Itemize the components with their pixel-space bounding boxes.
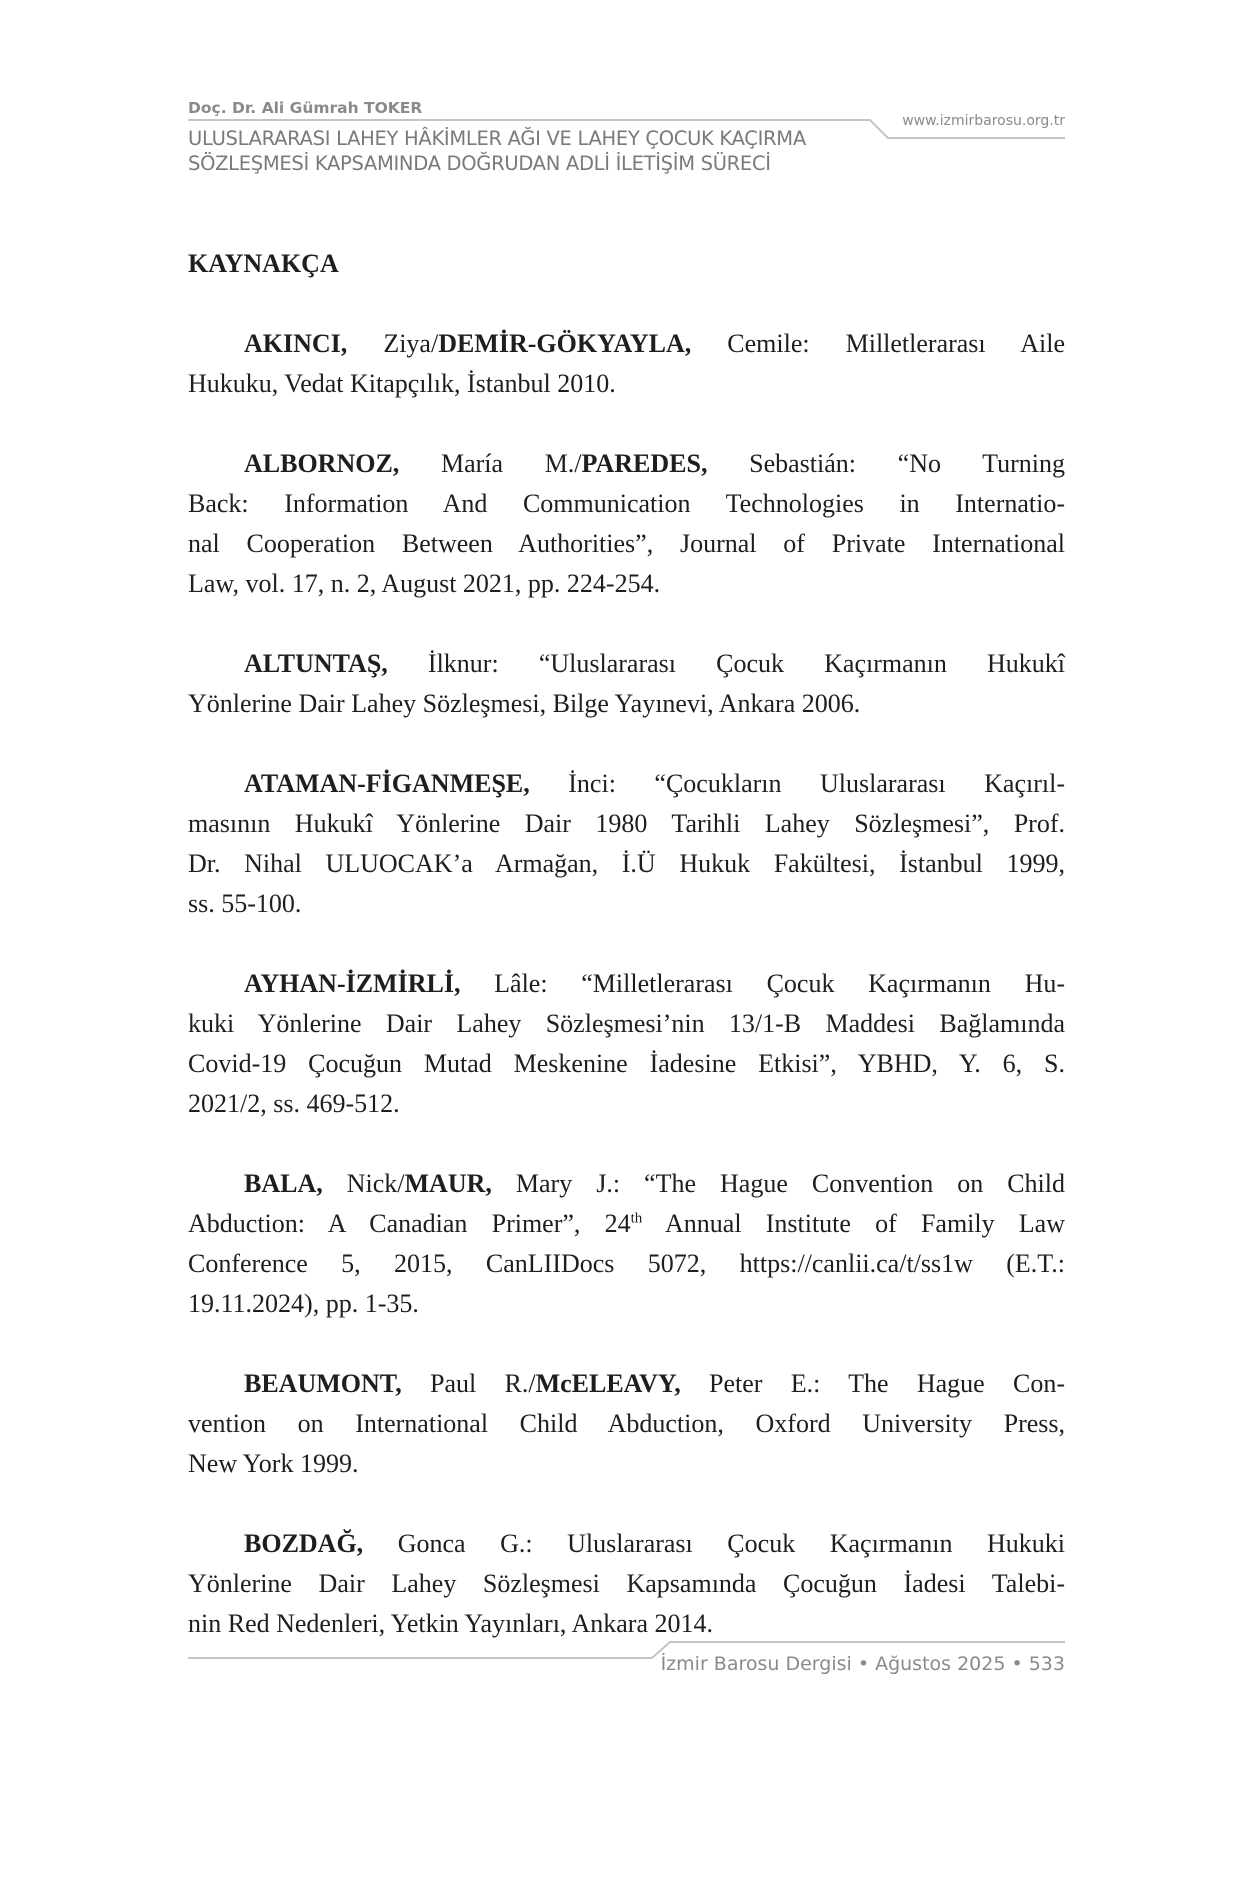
reference-text: Law, vol. 17, n. 2, August 2021, pp. 224-254. (188, 569, 661, 598)
reference-line (188, 1364, 1065, 1404)
reference-line (188, 844, 1065, 884)
reference-entry (188, 964, 1065, 1124)
reference-text: vention on International Child Abduction, Oxford University Press, (188, 1409, 1065, 1438)
author-name: BOZDAĞ, (244, 1529, 364, 1558)
header-url: www.izmirbarosu.org.tr (902, 113, 1065, 129)
author-name: BEAUMONT, (244, 1369, 402, 1398)
reference-text: New York 1999. (188, 1449, 359, 1478)
reference-text: Gonca G.: Uluslararası Çocuk Kaçırmanın Hukuki (363, 1529, 1065, 1558)
reference-text: Mary J.: “The Hague Convention on Child (491, 1169, 1065, 1198)
reference-line (188, 1244, 1065, 1284)
reference-text: nal Cooperation Between Authorities”, Journal of Private International (188, 529, 1065, 558)
reference-entry (188, 764, 1065, 924)
reference-line (188, 1084, 1065, 1124)
author-name: AYHAN-İZMİRLİ, (244, 969, 461, 998)
reference-line (188, 524, 1065, 564)
reference-line (188, 364, 1065, 404)
reference-text: nin Red Nedenleri, Yetkin Yayınları, Ankara 2014. (188, 1609, 714, 1638)
reference-text: Yönlerine Dair Lahey Sözleşmesi, Bilge Yayınevi, Ankara 2006. (188, 689, 861, 718)
author-name: BALA, (244, 1169, 323, 1198)
reference-text: Annual Institute of Family Law (642, 1209, 1065, 1238)
bibliography (188, 244, 1065, 1684)
reference-line (188, 1604, 1065, 1644)
reference-text: 19.11.2024), pp. 1-35. (188, 1289, 419, 1318)
reference-text: Paul R./ (401, 1369, 536, 1398)
reference-line (188, 1044, 1065, 1084)
reference-text: İlknur: “Uluslararası Çocuk Kaçırmanın Hukukî (387, 649, 1065, 678)
reference-text: Yönlerine Dair Lahey Sözleşmesi Kapsamında Çocuğun İadesi Talebi- (188, 1569, 1065, 1598)
author-name: ATAMAN-FİGANMEŞE, (244, 769, 530, 798)
reference-text: Back: Information And Communication Technologies in Internatio- (188, 489, 1065, 518)
reference-line (188, 884, 1065, 924)
reference-line (188, 1164, 1065, 1204)
reference-line (188, 1444, 1065, 1484)
reference-entry (188, 444, 1065, 604)
reference-text: Conference 5, 2015, CanLIIDocs 5072, https://canlii.ca/t/ss1w (E.T.: (188, 1249, 1065, 1278)
reference-line (188, 444, 1065, 484)
reference-line (188, 1404, 1065, 1444)
author-name: MAUR, (404, 1169, 492, 1198)
reference-text: Cemile: Milletlerarası Aile (691, 329, 1065, 358)
reference-line (188, 764, 1065, 804)
reference-text: Covid-19 Çocuğun Mutad Meskenine İadesine Etkisi”, YBHD, Y. 6, S. (188, 1049, 1065, 1078)
superscript: th (630, 1210, 643, 1227)
reference-text: Lâle: “Milletlerarası Çocuk Kaçırmanın Hu- (460, 969, 1065, 998)
author-name: ALBORNOZ, (244, 449, 400, 478)
header-author: Doç. Dr. Ali Gümrah TOKER (188, 99, 423, 117)
reference-text: Sebastián: “No Turning (707, 449, 1065, 478)
reference-line (188, 564, 1065, 604)
reference-line (188, 1284, 1065, 1324)
reference-line (188, 684, 1065, 724)
author-name: DEMİR-GÖKYAYLA, (438, 329, 692, 358)
reference-line (188, 1564, 1065, 1604)
reference-text: Peter E.: The Hague Con- (680, 1369, 1065, 1398)
reference-text: İnci: “Çocukların Uluslararası Kaçırıl- (529, 769, 1065, 798)
reference-line (188, 644, 1065, 684)
header-title-line: SÖZLEŞMESİ KAPSAMINDA DOĞRUDAN ADLİ İLETİŞİM SÜRECİ (188, 152, 771, 175)
reference-text: Hukuku, Vedat Kitapçılık, İstanbul 2010. (188, 369, 616, 398)
section-heading: KAYNAKÇA (188, 249, 339, 278)
reference-line (188, 1524, 1065, 1564)
reference-text: Ziya/ (347, 329, 439, 358)
page-footer: İzmir Barosu Dergisi • Ağustos 2025 • 533 (660, 1653, 1065, 1675)
reference-text: masının Hukukî Yönlerine Dair 1980 Tarihli Lahey Sözleşmesi”, Prof. (188, 809, 1065, 838)
reference-text: Abduction: A Canadian Primer”, 24 (188, 1209, 631, 1238)
author-name: McELEAVY, (535, 1369, 681, 1398)
reference-line (188, 964, 1065, 1004)
reference-text: 2021/2, ss. 469-512. (188, 1089, 400, 1118)
author-name: AKINCI, (244, 329, 348, 358)
reference-text: Nick/ (322, 1169, 405, 1198)
author-name: PAREDES, (581, 449, 708, 478)
reference-line (188, 484, 1065, 524)
reference-line (188, 804, 1065, 844)
reference-line (188, 324, 1065, 364)
reference-entry (188, 644, 1065, 724)
author-name: ALTUNTAŞ, (244, 649, 388, 678)
reference-list (188, 324, 1065, 1644)
reference-entry (188, 1364, 1065, 1484)
reference-entry (188, 1524, 1065, 1644)
reference-entry (188, 1164, 1065, 1324)
reference-text: kuki Yönlerine Dair Lahey Sözleşmesi’nin 13/1-B Maddesi Bağlamında (188, 1009, 1065, 1038)
reference-text: ss. 55-100. (188, 889, 302, 918)
reference-text: María M./ (399, 449, 582, 478)
header-title (188, 126, 806, 176)
header-title-line: ULUSLARARASI LAHEY HÂKİMLER AĞI VE LAHEY ÇOCUK KAÇIRMA (188, 127, 806, 150)
reference-text: Dr. Nihal ULUOCAK’a Armağan, İ.Ü Hukuk Fakültesi, İstanbul 1999, (188, 849, 1065, 878)
reference-entry (188, 324, 1065, 404)
reference-line (188, 1004, 1065, 1044)
reference-line (188, 1204, 1065, 1244)
